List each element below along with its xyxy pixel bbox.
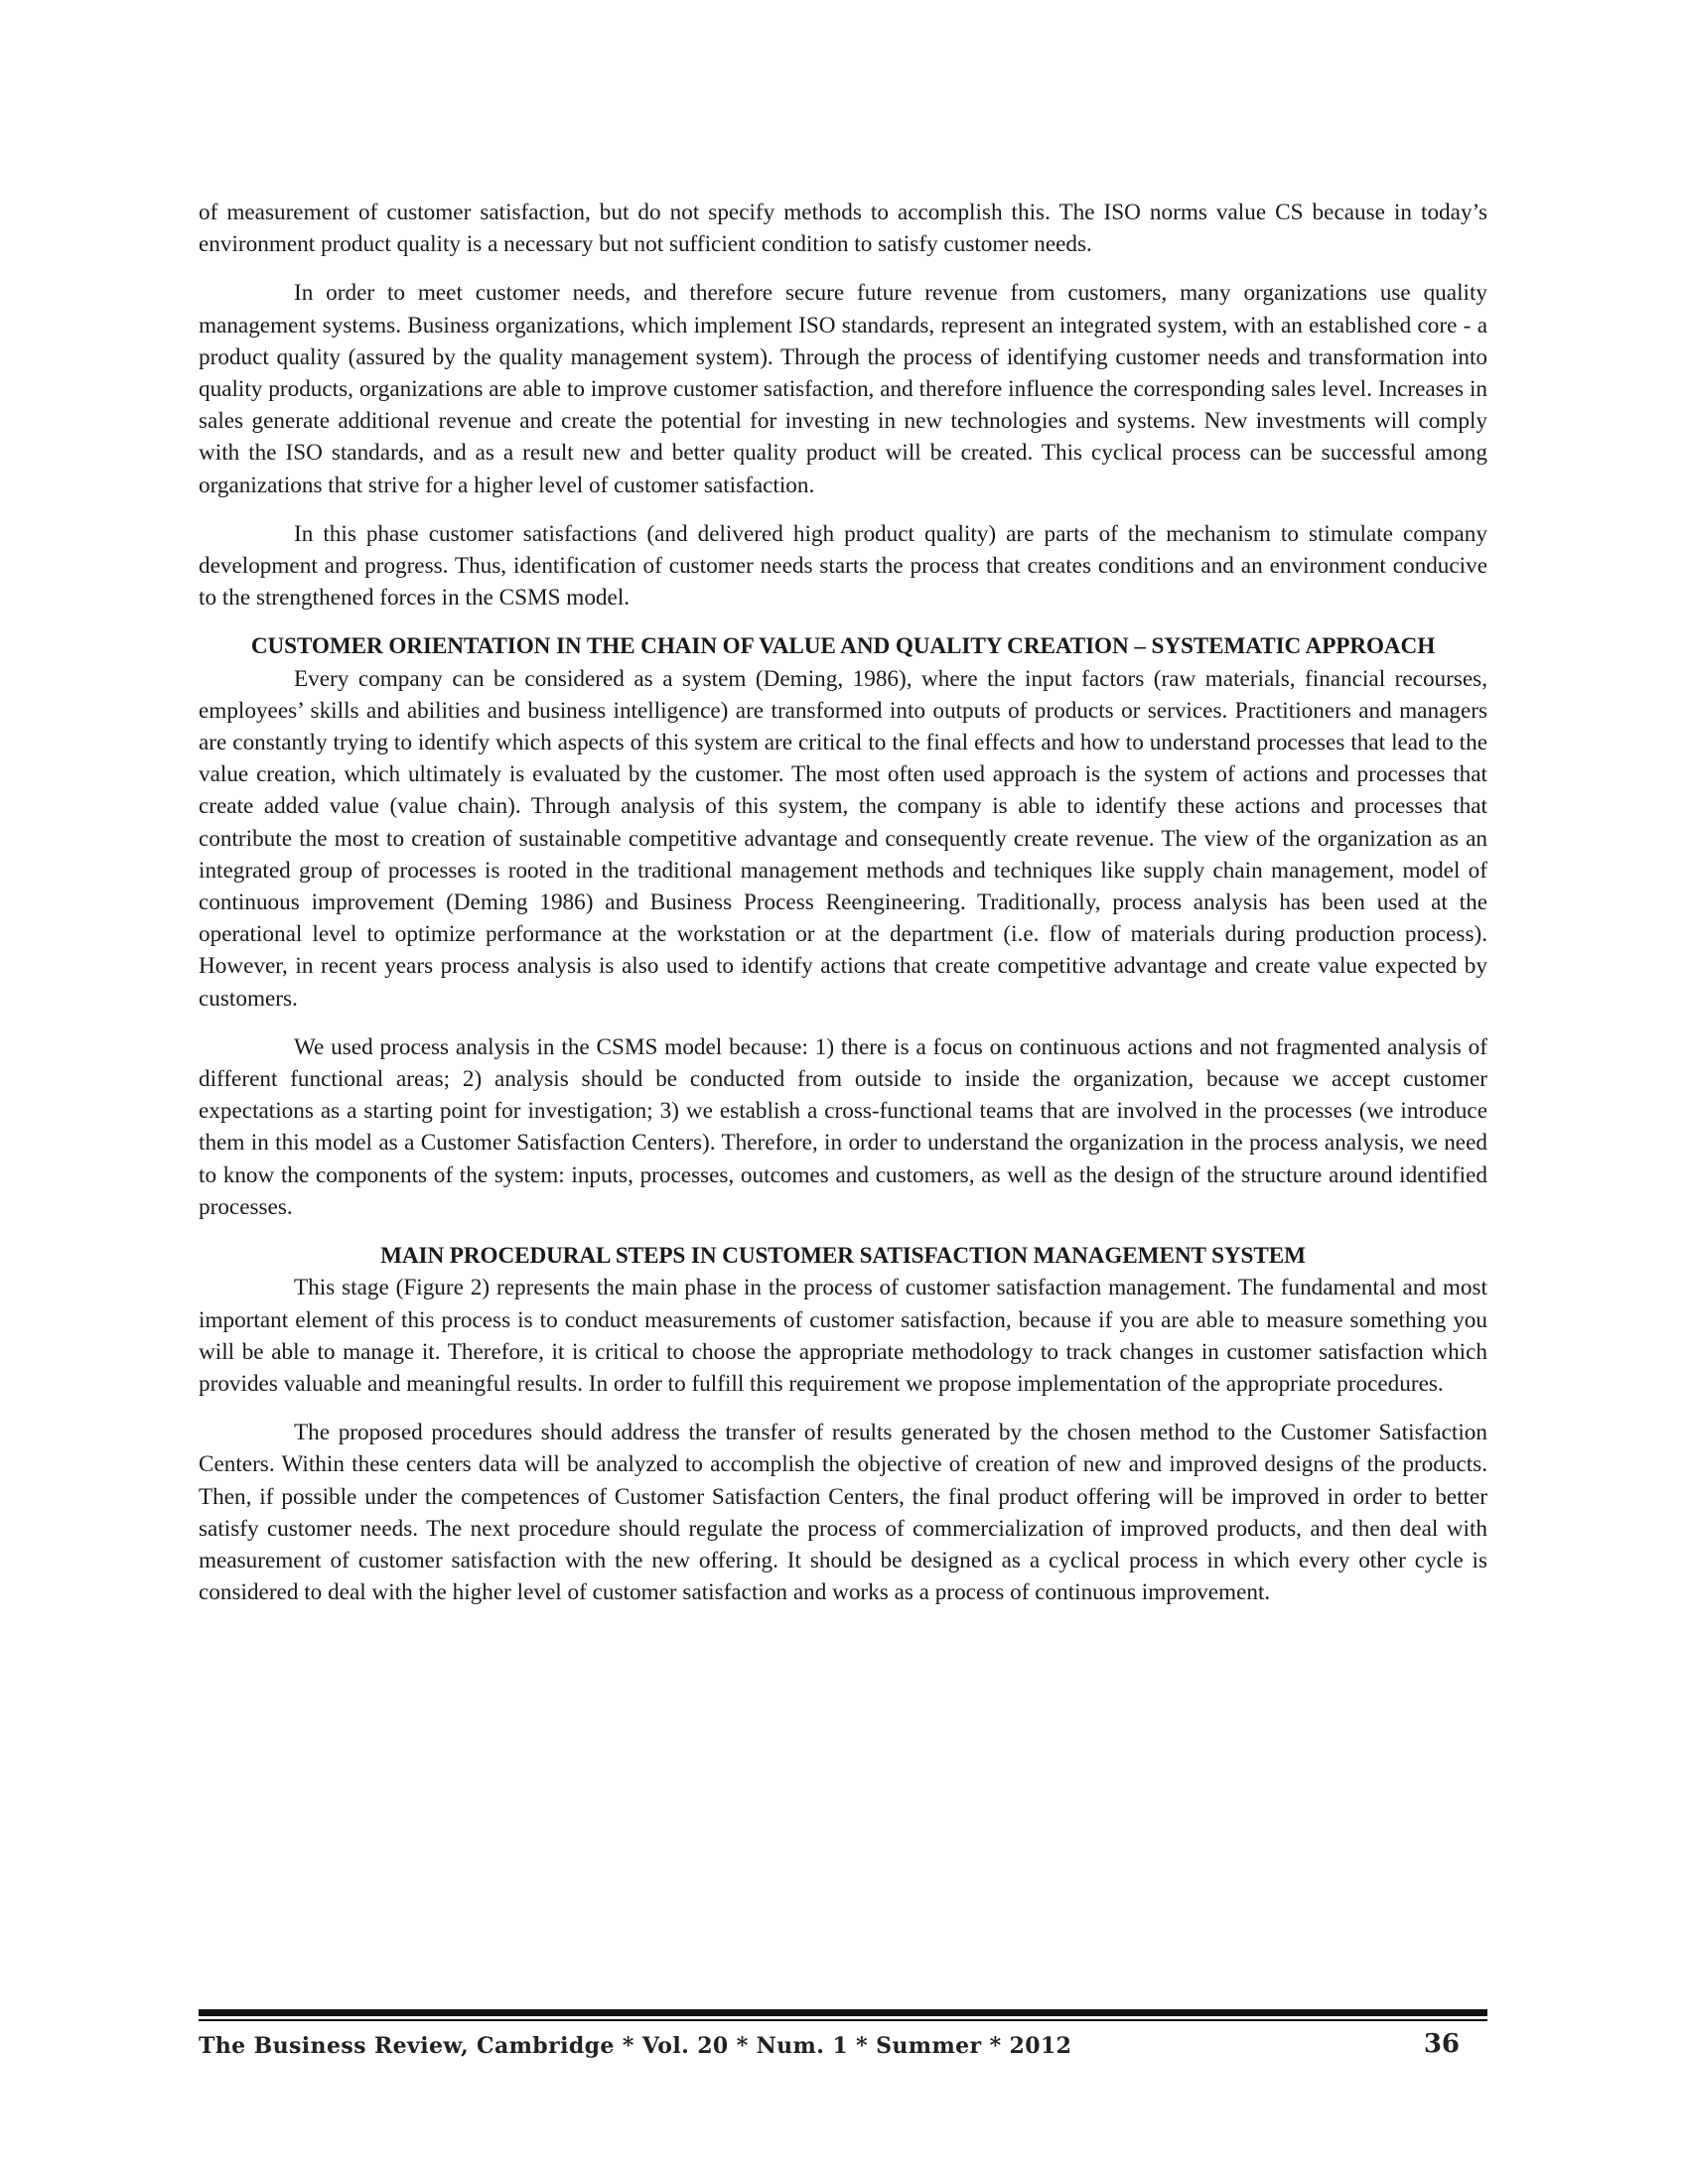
paragraph-proposed-procedures: The proposed procedures should address the transfer of results generated by the chosen method to the Customer Satisfaction Centers. Within these centers data will be analyzed to accomplish the objective of creation of new and improved designs of the products. Then, if possible under the competences of Customer Satisfaction Centers, the final product offering will be improved in order to better satisfy customer needs. The next procedure should regulate the process of commercialization of improved products, and then deal with measurement of customer satisfaction with the new offering. It should be designed as a cyclical process in which every other cycle is considered to deal with the higher level of customer satisfaction and works as a process of continuous improvement. bbox=[199, 1420, 1487, 1606]
section-heading-procedural-steps: MAIN PROCEDURAL STEPS IN CUSTOMER SATISFACTION MANAGEMENT SYSTEM bbox=[380, 1243, 1306, 1270]
footer-journal-citation: The Business Review, Cambridge * Vol. 20 * Num. 1 * Summer * 2012 bbox=[199, 2033, 1072, 2059]
footer-rule-thick bbox=[199, 2009, 1487, 2016]
paragraph-customer-satisfaction-phase: In this phase customer satisfactions (and delivered high product quality) are parts of the mechanism to stimulate company development and progress. Thus, identification of customer needs starts the process that creates conditions and an environment conducive to the strengthened forces in the CSMS model. bbox=[199, 520, 1487, 612]
paragraph-quality-management: In order to meet customer needs, and therefore secure future revenue from customers, many organizations use quality management systems. Business organizations, which implement ISO standards, represent an integrated system, with an established core - a product quality (assured by the quality management system). Through the process of identifying customer needs and transformation into quality products, organizations are able to improve customer satisfaction, and therefore influence the corresponding sales level. Increases in sales generate additional revenue and create the potential for investing in new technologies and systems. New investments will comply with the ISO standards, and as a result new and better quality product will be created. This cyclical process can be successful among organizations that strive for a higher level of customer satisfaction. bbox=[199, 280, 1487, 498]
footer-rule-thin bbox=[199, 2019, 1487, 2021]
paragraph-main-phase: This stage (Figure 2) represents the main phase in the process of customer satisfaction management. The fundamental and most important element of this process is to conduct measurements of customer satisfaction, because if you are able to measure something you will be able to manage it. Therefore, it is critical to choose the appropriate methodology to track changes in customer satisfaction which provides valuable and meaningful results. In order to fulfill this requirement we propose implementation of the appropriate procedures. bbox=[199, 1275, 1487, 1397]
page-footer bbox=[199, 2029, 1460, 2069]
page-number: 36 bbox=[1423, 2029, 1460, 2059]
paragraph-company-as-system: Every company can be considered as a system (Deming, 1986), where the input factors (raw materials, financial recourses, employees’ skills and abilities and business intelligence) are transformed into outputs of products or services. Practitioners and managers are constantly trying to identify which aspects of this system are critical to the final effects and how to understand processes that lead to the value creation, which ultimately is evaluated by the customer. The most often used approach is the system of actions and processes that create added value (value chain). Through analysis of this system, the company is able to identify these actions and processes that contribute the most to creation of sustainable competitive advantage and consequently create revenue. The view of the organization as an integrated group of processes is rooted in the traditional management methods and techniques like supply chain management, model of continuous improvement (Deming 1986) and Business Process Reengineering. Traditionally, process analysis has been used at the operational level to optimize performance at the workstation or at the department (i.e. flow of materials during production process). However, in recent years process analysis is also used to identify actions that create competitive advantage and create value expected by customers. bbox=[199, 665, 1487, 1012]
paragraph-continued: of measurement of customer satisfaction, but do not specify methods to accomplish this. The ISO norms value CS because in today’s environment product quality is a necessary but not sufficient condition to satisfy customer needs. bbox=[199, 200, 1487, 258]
paragraph-process-analysis: We used process analysis in the CSMS model because: 1) there is a focus on continuous actions and not fragmented analysis of different functional areas; 2) analysis should be conducted from outside to inside the organization, because we accept customer expectations as a starting point for investigation; 3) we establish a cross-functional teams that are involved in the processes (we introduce them in this model as a Customer Satisfaction Centers). Therefore, in order to understand the organization in the process analysis, we need to know the components of the system: inputs, processes, outcomes and customers, as well as the design of the structure around identified processes. bbox=[199, 1033, 1487, 1220]
section-heading-customer-orientation: CUSTOMER ORIENTATION IN THE CHAIN OF VALUE AND QUALITY CREATION – SYSTEMATIC APPROACH bbox=[250, 633, 1436, 660]
article-body bbox=[199, 197, 1487, 1608]
